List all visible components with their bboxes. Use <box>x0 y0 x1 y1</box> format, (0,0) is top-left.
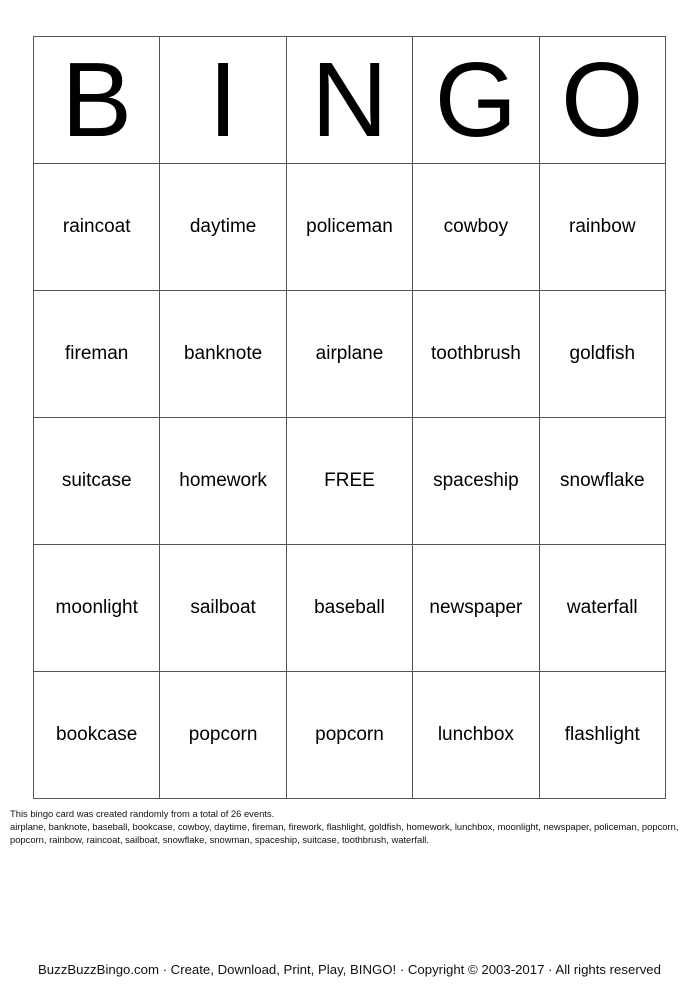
cell-text: snowflake <box>560 470 645 491</box>
card-row <box>34 418 666 545</box>
cell-text: toothbrush <box>430 343 521 364</box>
cell-text: daytime <box>189 216 257 237</box>
card-cell <box>539 672 665 799</box>
cell-text: banknote <box>183 343 263 364</box>
card-cell <box>286 291 412 418</box>
cell-text: waterfall <box>566 597 638 618</box>
card-cell <box>34 291 160 418</box>
header-row <box>34 37 666 164</box>
header-letter-o: O <box>539 37 665 164</box>
cell-text: airplane <box>315 343 384 364</box>
cell-text: suitcase <box>61 470 132 491</box>
cell-text: goldfish <box>569 343 636 364</box>
cell-text: popcorn <box>188 724 258 745</box>
cell-text: moonlight <box>55 597 138 618</box>
card-cell <box>539 164 665 291</box>
card-cell <box>413 164 539 291</box>
cell-text: bookcase <box>56 724 138 745</box>
card-cell <box>539 545 665 672</box>
cell-text: lunchbox <box>437 724 514 745</box>
card-info-word-list: airplane, banknote, baseball, bookcase, cowboy, daytime, fireman, firework, flashlight, goldfish, homework, lunchbox, moonlight, newspaper, policeman, popcorn, popcorn, rainbow, raincoat, sailboat, snowflake, snowman, spaceship, suitcase, toothbrush, waterfall. <box>10 821 679 845</box>
card-cell <box>160 672 286 799</box>
cell-text: flashlight <box>564 724 640 745</box>
card-cell <box>413 545 539 672</box>
footer-copyright: BuzzBuzzBingo.com · Create, Download, Print, Play, BINGO! · Copyright © 2003-2017 · All rights reserved <box>38 962 661 977</box>
card-cell <box>160 164 286 291</box>
cell-text: cowboy <box>443 216 509 237</box>
free-space-text: FREE <box>324 470 375 491</box>
card-cell <box>34 672 160 799</box>
card-cell <box>34 418 160 545</box>
cell-text: raincoat <box>62 216 131 237</box>
cell-text: newspaper <box>429 597 523 618</box>
card-cell <box>286 545 412 672</box>
card-info-note <box>10 807 695 846</box>
card-cell <box>413 418 539 545</box>
cell-text: fireman <box>65 343 129 364</box>
free-space-cell <box>286 418 412 545</box>
header-letter-n: N <box>286 37 412 164</box>
cell-text: popcorn <box>315 724 384 745</box>
card-cell <box>34 164 160 291</box>
card-row <box>34 291 666 418</box>
card-row <box>34 672 666 799</box>
header-letter-g: G <box>413 37 539 164</box>
header-letter-b: B <box>34 37 160 164</box>
cell-text: spaceship <box>433 470 519 491</box>
card-info-summary: This bingo card was created randomly from a total of 26 events. <box>10 808 275 819</box>
card-cell <box>34 545 160 672</box>
card-cell <box>160 291 286 418</box>
card-cell <box>413 672 539 799</box>
card-row <box>34 164 666 291</box>
header-letter-i: I <box>160 37 286 164</box>
bingo-card <box>33 36 666 799</box>
cell-text: baseball <box>314 597 385 618</box>
cell-text: rainbow <box>569 216 636 237</box>
card-cell <box>160 545 286 672</box>
cell-text: homework <box>179 470 267 491</box>
card-cell <box>539 291 665 418</box>
cell-text: sailboat <box>190 597 256 618</box>
card-cell <box>286 164 412 291</box>
cell-text: policeman <box>306 216 393 237</box>
card-cell <box>286 672 412 799</box>
card-row <box>34 545 666 672</box>
card-cell <box>160 418 286 545</box>
card-cell <box>413 291 539 418</box>
card-cell <box>539 418 665 545</box>
